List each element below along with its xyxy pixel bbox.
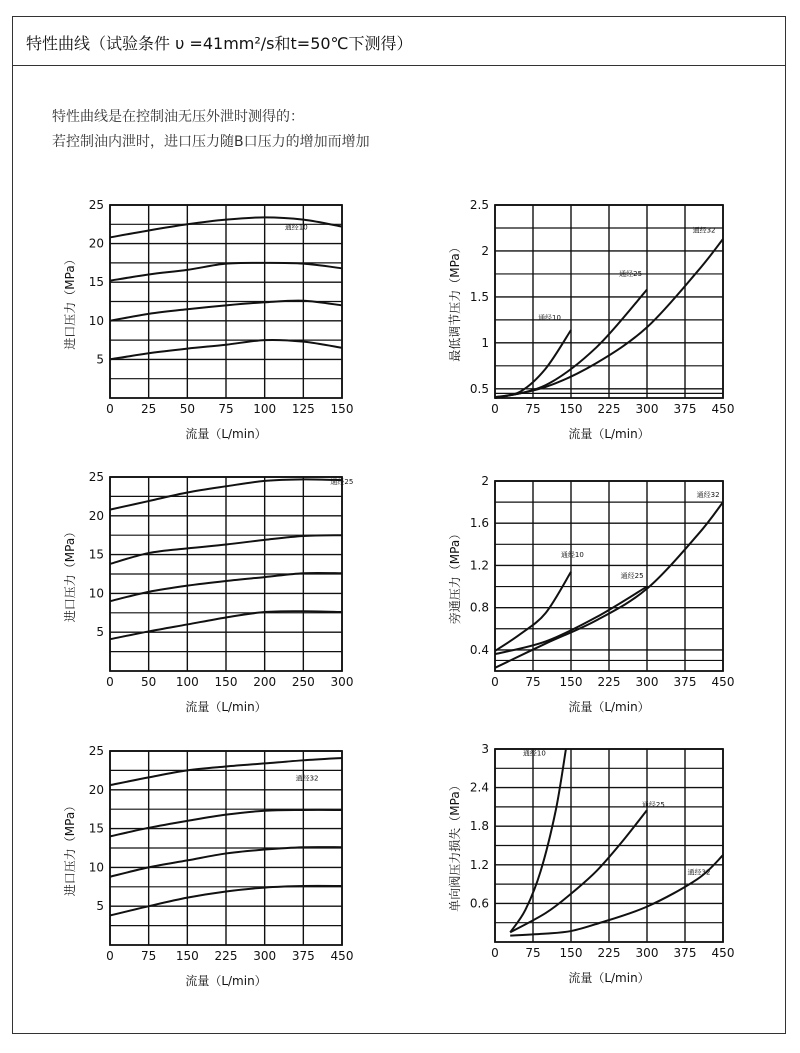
x-axis-title: 流量（L/min） <box>568 700 650 714</box>
x-tick-label: 225 <box>214 949 238 963</box>
x-tick-label: 75 <box>218 402 234 416</box>
series-label: 通经25 <box>620 572 644 581</box>
y-tick-label: 20 <box>88 782 104 797</box>
y-tick-label: 10 <box>88 586 104 601</box>
series-label: 通经25 <box>641 800 665 809</box>
x-tick-label: 150 <box>559 946 583 960</box>
x-tick-label: 150 <box>175 949 199 963</box>
y-tick-label: 2.4 <box>469 780 489 795</box>
x-tick-label: 225 <box>597 675 621 689</box>
y-tick-label: 3 <box>481 742 489 756</box>
x-tick-label: 100 <box>175 675 199 689</box>
series-label: 通经10 <box>538 313 561 322</box>
series-label: 通经32 <box>295 774 319 783</box>
y-tick-label: 5 <box>96 352 104 367</box>
x-tick-label: 450 <box>330 949 354 963</box>
x-axis-title: 流量（L/min） <box>185 974 267 988</box>
x-tick-label: 0 <box>491 402 499 416</box>
y-tick-label: 10 <box>88 860 104 875</box>
y-tick-label: 1.6 <box>469 516 489 531</box>
y-tick-label: 0.6 <box>469 896 489 911</box>
y-tick-label: 1.5 <box>469 289 489 304</box>
x-tick-label: 75 <box>525 675 541 689</box>
y-axis-title: 单向阀压力损失（MPa） <box>448 779 462 912</box>
y-tick-label: 1.2 <box>469 558 489 573</box>
x-tick-label: 0 <box>491 946 499 960</box>
series-label: 通经25 <box>619 269 643 278</box>
x-axis-title: 流量（L/min） <box>185 427 267 441</box>
y-tick-label: 20 <box>88 508 104 523</box>
x-tick-label: 300 <box>635 402 659 416</box>
x-tick-label: 300 <box>635 946 659 960</box>
y-tick-label: 20 <box>88 236 104 251</box>
y-tick-label: 2 <box>481 474 489 488</box>
y-tick-label: 1 <box>481 335 489 350</box>
y-axis-title: 进口压力（MPa） <box>63 253 77 350</box>
x-tick-label: 250 <box>291 675 315 689</box>
y-axis-title: 进口压力（MPa） <box>63 799 77 897</box>
x-axis-title: 流量（L/min） <box>185 700 267 714</box>
x-tick-label: 450 <box>711 946 735 960</box>
y-tick-label: 0.8 <box>469 600 489 615</box>
x-tick-label: 0 <box>106 949 114 963</box>
page-title: 特性曲线（试验条件 υ =41mm²/s和t=50℃下测得） <box>26 34 413 53</box>
grid <box>495 749 723 942</box>
y-tick-label: 0.4 <box>469 642 489 657</box>
x-tick-label: 300 <box>330 675 354 689</box>
y-tick-label: 15 <box>88 547 104 562</box>
x-tick-label: 150 <box>559 402 583 416</box>
x-tick-label: 450 <box>711 402 735 416</box>
series-label: 通经25 <box>330 477 354 486</box>
x-tick-label: 150 <box>214 675 238 689</box>
y-tick-label: 1.8 <box>469 819 489 834</box>
y-tick-label: 0.5 <box>469 381 489 396</box>
x-tick-label: 225 <box>597 946 621 960</box>
x-tick-label: 150 <box>559 675 583 689</box>
y-tick-label: 1.2 <box>469 857 489 872</box>
y-tick-label: 5 <box>96 899 104 914</box>
x-tick-label: 100 <box>253 402 277 416</box>
x-tick-label: 25 <box>141 402 157 416</box>
y-axis-title: 旁通压力（MPa） <box>448 527 462 625</box>
y-tick-label: 25 <box>88 744 104 758</box>
x-tick-label: 0 <box>106 675 114 689</box>
x-tick-label: 375 <box>291 949 315 963</box>
y-tick-label: 5 <box>96 625 104 640</box>
series-label: 通经32 <box>696 490 720 499</box>
series-label: 通经10 <box>522 749 546 758</box>
x-tick-label: 125 <box>291 402 315 416</box>
note-line-2: 若控制油内泄时，进口压力随B口压力的增加而增加 <box>52 134 370 150</box>
y-tick-label: 2 <box>481 243 489 258</box>
series-label: 通经32 <box>692 226 716 235</box>
x-tick-label: 375 <box>673 946 697 960</box>
y-tick-label: 25 <box>88 198 104 212</box>
x-axis-title: 流量（L/min） <box>568 427 650 441</box>
y-tick-label: 15 <box>88 821 104 836</box>
series-label: 通经32 <box>687 868 711 877</box>
y-axis-title: 最低调节压力（MPa） <box>448 241 462 362</box>
y-tick-label: 15 <box>88 275 104 290</box>
y-axis-title: 进口压力（MPa） <box>63 525 77 623</box>
series-label: 通经10 <box>284 223 308 232</box>
x-tick-label: 75 <box>525 946 541 960</box>
x-tick-label: 375 <box>673 402 697 416</box>
x-tick-label: 300 <box>635 675 659 689</box>
x-tick-label: 75 <box>525 402 541 416</box>
x-tick-label: 375 <box>673 675 697 689</box>
x-tick-label: 150 <box>330 402 354 416</box>
x-axis-title: 流量（L/min） <box>568 971 650 985</box>
note-line-1: 特性曲线是在控制油无压外泄时测得的： <box>52 109 304 125</box>
x-tick-label: 50 <box>141 675 157 689</box>
x-tick-label: 225 <box>597 402 621 416</box>
x-tick-label: 50 <box>179 402 195 416</box>
y-tick-label: 25 <box>88 470 104 484</box>
y-tick-label: 2.5 <box>469 198 489 212</box>
y-tick-label: 10 <box>88 313 104 328</box>
x-tick-label: 200 <box>253 675 277 689</box>
x-tick-label: 75 <box>141 949 157 963</box>
x-tick-label: 300 <box>253 949 277 963</box>
x-tick-label: 450 <box>711 675 735 689</box>
x-tick-label: 0 <box>491 675 499 689</box>
series-label: 通经10 <box>560 551 584 559</box>
x-tick-label: 0 <box>106 402 114 416</box>
